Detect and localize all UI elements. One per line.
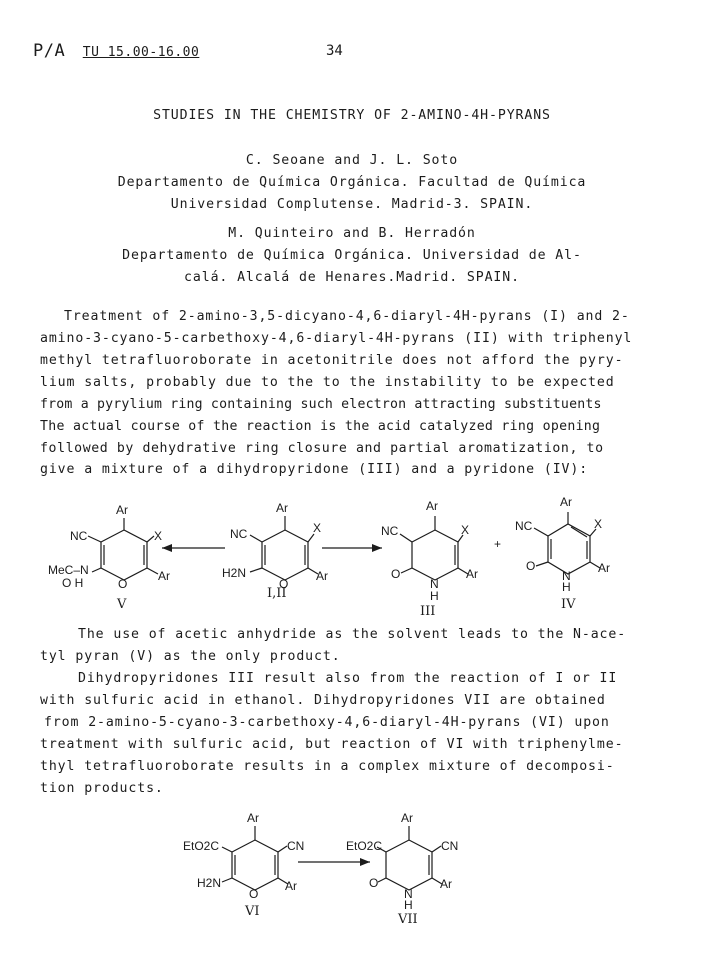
atom-label: O <box>118 577 128 591</box>
atom-label: Ar <box>440 877 452 891</box>
compound-label-vii: VII <box>398 912 418 927</box>
atom-label: H <box>430 589 439 603</box>
atom-label: N <box>562 569 571 583</box>
paragraph-line: The use of acetic anhydride as the solvent leads to the N-ace- <box>78 627 627 642</box>
session-code <box>33 41 199 61</box>
atom-label: O <box>526 559 536 573</box>
atom-label: O <box>369 876 379 890</box>
paragraph-line: The actual course of the reaction is the acid catalyzed ring opening <box>40 419 601 434</box>
presentation-code: P/A <box>33 41 66 61</box>
paragraph-line: amino-3-cyano-5-carbethoxy-4,6-diaryl-4H-pyrans (II) with triphenyl <box>40 331 633 346</box>
atom-label: Ar <box>158 569 170 583</box>
atom-label: H2N <box>222 566 247 580</box>
structure-vi <box>183 812 304 901</box>
atom-label: N <box>430 577 439 591</box>
reaction-scheme-2 <box>0 812 704 942</box>
compound-label-v: V <box>117 597 127 612</box>
paragraph-line: Dihydropyridones III result also from the reaction of I or II <box>78 671 618 686</box>
paragraph-line: from a pyrylium ring containing such electron attracting substituents <box>40 397 602 412</box>
atom-label: Ar <box>598 561 610 575</box>
atom-label: X <box>461 523 470 537</box>
paper-title: STUDIES IN THE CHEMISTRY OF 2-AMINO-4H-PYRANS <box>153 108 551 123</box>
atom-label: CN <box>287 839 305 853</box>
atom-label: Ar <box>466 567 478 581</box>
paragraph-line: tyl pyran (V) as the only product. <box>40 649 341 664</box>
paragraph-line: treatment with sulfuric acid, but reaction of VI with triphenylme- <box>40 737 624 752</box>
atom-label: X <box>313 521 322 535</box>
atom-label: Ar <box>247 812 259 825</box>
atom-label: NC <box>230 527 248 541</box>
affiliation-2-line-2: calá. Alcalá de Henares.Madrid. SPAIN. <box>184 270 520 285</box>
structure-v <box>48 503 170 591</box>
atom-label: NC <box>515 519 533 533</box>
atom-label: MeC–N <box>48 563 89 577</box>
atom-label: H <box>404 898 413 912</box>
structure-iv <box>515 495 610 594</box>
atom-label: O <box>391 567 401 581</box>
atom-label: X <box>154 529 163 543</box>
atom-label: Ar <box>560 495 572 509</box>
atom-label: EtO2C <box>183 839 220 853</box>
atom-label: Ar <box>116 503 128 517</box>
plus-sign: + <box>494 537 502 551</box>
paragraph-line: lium salts, probably due to the to the instability to be expected <box>40 375 615 390</box>
atom-label: Ar <box>426 499 438 513</box>
atom-label: X <box>594 517 603 531</box>
paragraph-line: Treatment of 2-amino-3,5-dicyano-4,6-diaryl-4H-pyrans (I) and 2- <box>64 309 630 324</box>
atom-label: NC <box>381 524 399 538</box>
atom-label: CN <box>441 839 459 853</box>
authors-2: M. Quinteiro and B. Herradón <box>228 226 476 241</box>
atom-label: Ar <box>285 879 297 893</box>
atom-label: H2N <box>197 876 222 890</box>
session-time: TU 15.00-16.00 <box>82 45 200 60</box>
compound-label-iii: III <box>420 604 436 619</box>
affiliation-2-line-1: Departamento de Química Orgánica. Universidad de Al- <box>122 248 582 263</box>
atom-label: H <box>562 580 571 594</box>
atom-label: O H <box>62 576 84 590</box>
paragraph-line: with sulfuric acid in ethanol. Dihydropyridones VII are obtained <box>40 693 606 708</box>
atom-label: O <box>279 577 289 591</box>
atom-label: N <box>404 887 413 901</box>
affiliation-1-line-1: Departamento de Química Orgánica. Facultad de Química <box>117 175 587 190</box>
paragraph-line: from 2-amino-5-cyano-3-carbethoxy-4,6-diaryl-4H-pyrans (VI) upon <box>44 715 610 730</box>
reaction-scheme-1 <box>0 490 704 630</box>
paragraph-line: thyl tetrafluoroborate results in a complex mixture of decomposi- <box>40 759 615 774</box>
atom-label: Ar <box>316 569 328 583</box>
paragraph-line: methyl tetrafluoroborate in acetonitrile does not afford the pyry- <box>40 353 624 368</box>
authors-1: C. Seoane and J. L. Soto <box>245 153 459 168</box>
paragraph-line: tion products. <box>40 781 164 796</box>
atom-label: Ar <box>276 501 288 515</box>
compound-label-vi: VI <box>245 904 260 919</box>
structure-iii <box>381 499 478 603</box>
atom-label: EtO2C <box>346 839 383 853</box>
atom-label: NC <box>70 529 88 543</box>
atom-label: O <box>249 887 259 901</box>
affiliation-1-line-2: Universidad Complutense. Madrid-3. SPAIN. <box>170 197 534 212</box>
atom-label: Ar <box>401 812 413 825</box>
paragraph-line: followed by dehydrative ring closure and partial aromatization, to <box>40 441 604 456</box>
paragraph-line: give a mixture of a dihydropyridone (III) and a pyridone (IV): <box>40 462 589 477</box>
compound-label-iv: IV <box>561 597 576 612</box>
page-number: 34 <box>326 43 343 59</box>
structure-i-ii <box>222 501 328 591</box>
compound-label-i-ii: I,II <box>267 586 287 601</box>
